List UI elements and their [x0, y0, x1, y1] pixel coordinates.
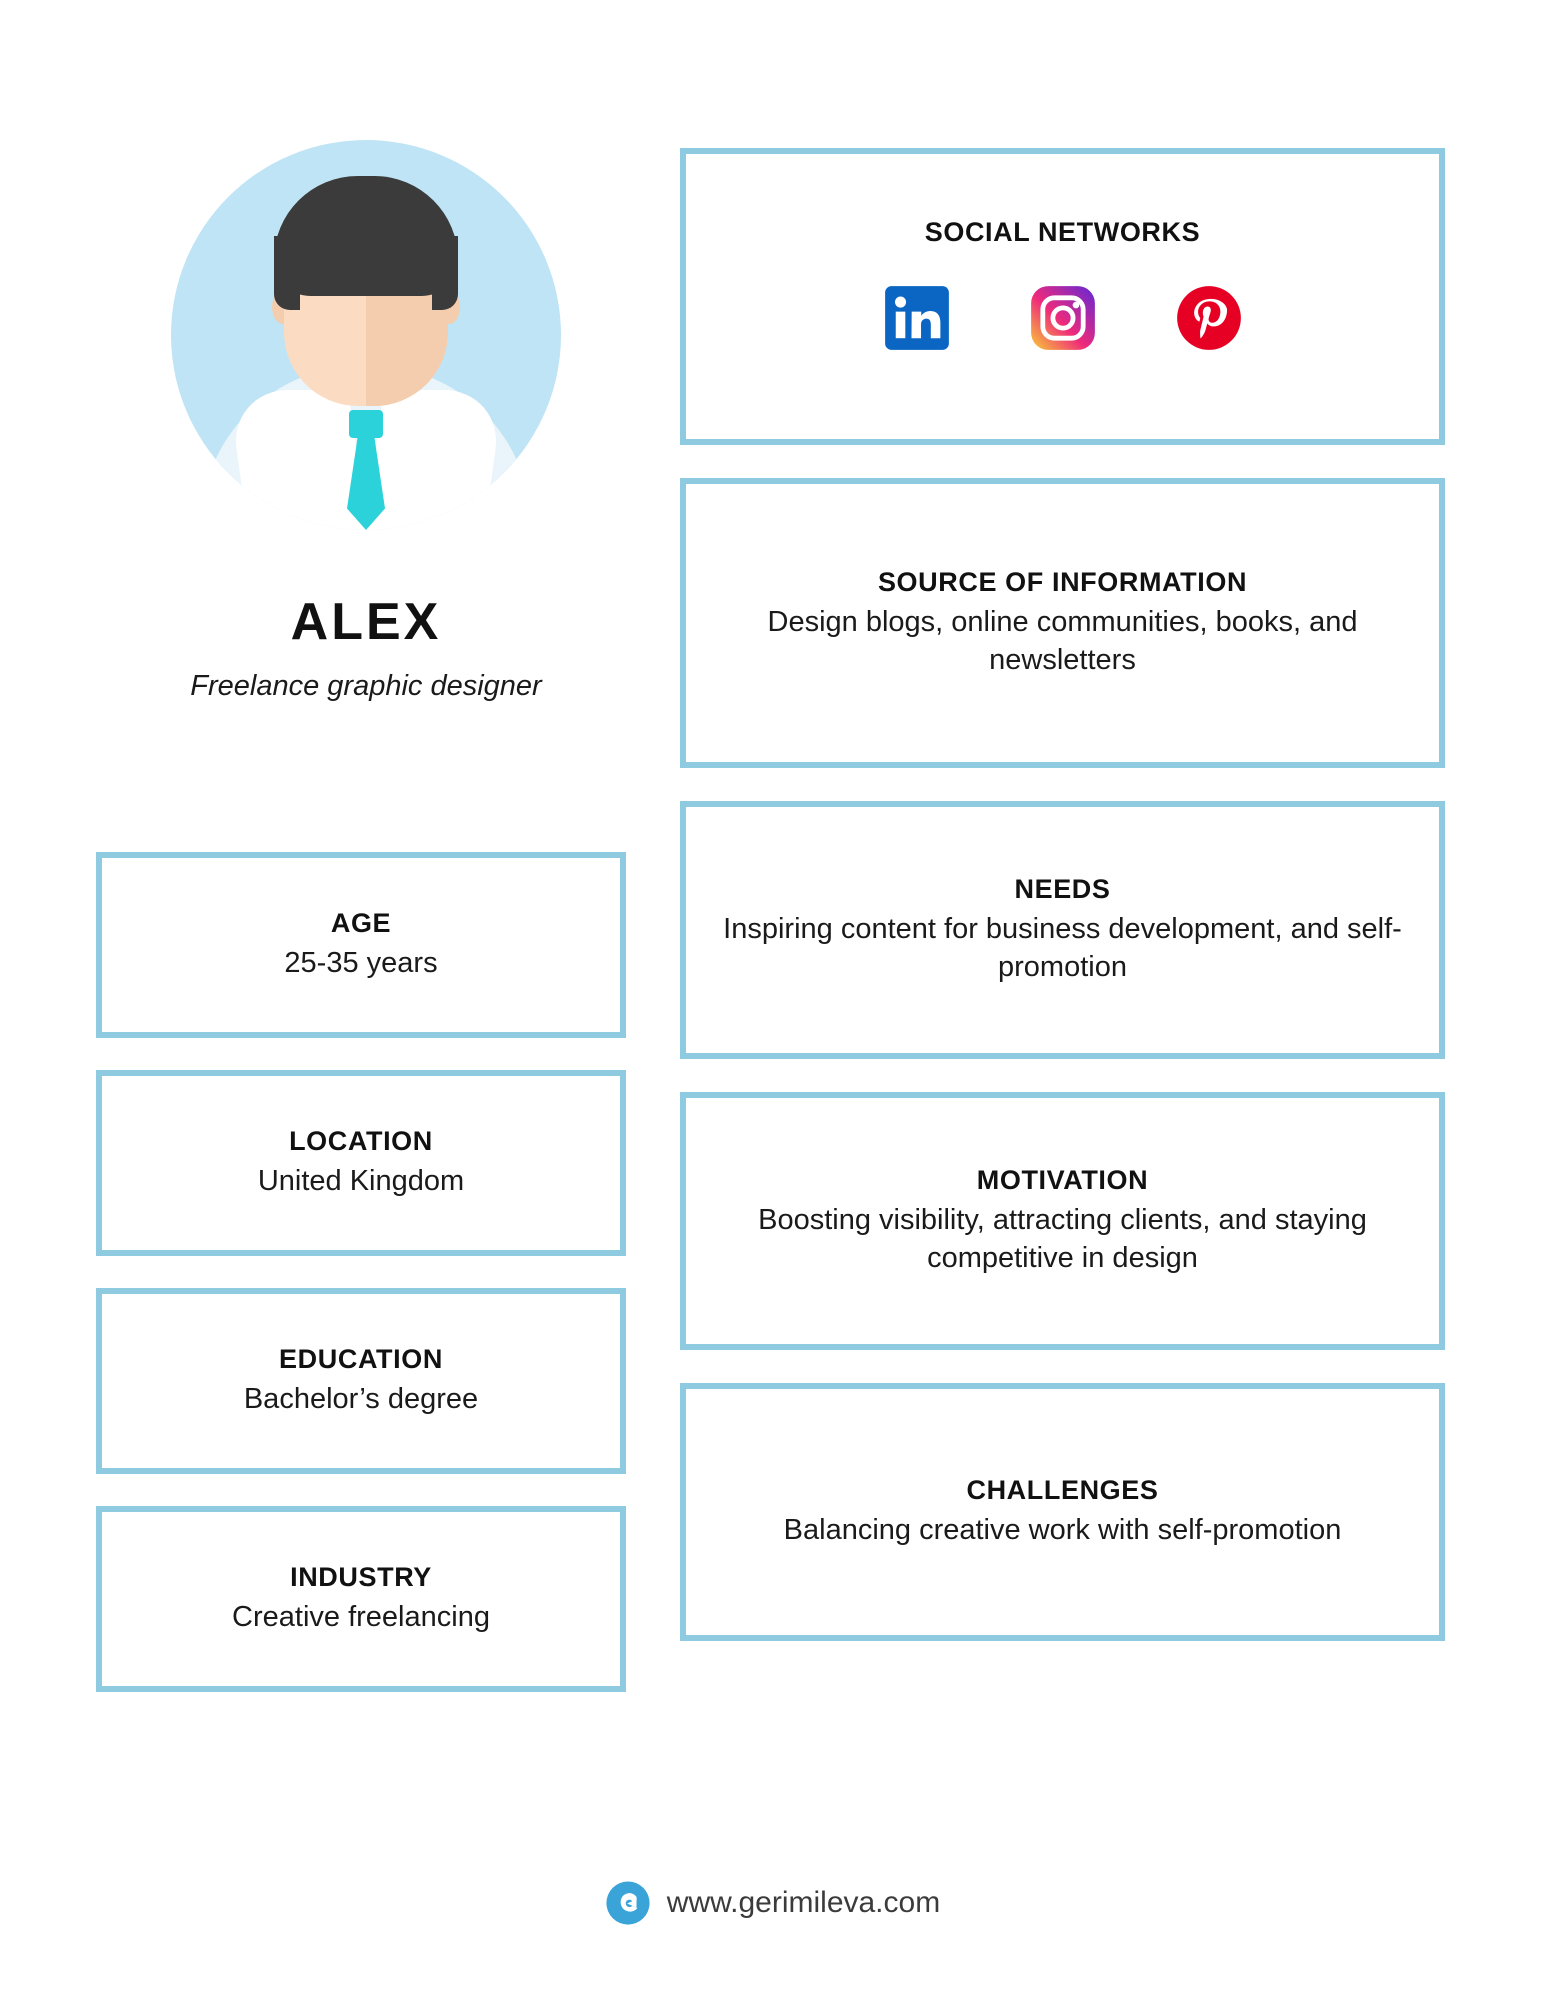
- source-of-information-card: [680, 478, 1445, 768]
- brand-logo-icon: [605, 1880, 651, 1926]
- social-networks-card: [680, 148, 1445, 445]
- collar-right-shape: [382, 416, 428, 488]
- attribute-education-value: Bachelor’s degree: [243, 1383, 479, 1416]
- attribute-age: [96, 852, 626, 1038]
- source-of-information-title: SOURCE OF INFORMATION: [877, 567, 1248, 598]
- motivation-value: Boosting visibility, attracting clients, and staying competitive in design: [758, 1204, 1367, 1274]
- attribute-location-title: LOCATION: [289, 1126, 433, 1157]
- social-networks-title: SOCIAL NETWORKS: [924, 217, 1201, 247]
- hair-fringe-shape: [296, 224, 446, 258]
- collar-left-shape: [304, 416, 350, 488]
- challenges-title: CHALLENGES: [966, 1475, 1159, 1506]
- avatar: [171, 140, 561, 530]
- persona-role: Freelance graphic designer: [190, 670, 542, 702]
- attribute-location: [96, 1070, 626, 1256]
- challenges-value: Balancing creative work with self-promotion: [783, 1514, 1342, 1547]
- avatar-circle: [171, 140, 561, 530]
- motivation-title: MOTIVATION: [976, 1165, 1149, 1196]
- challenges-card: [680, 1383, 1445, 1641]
- attribute-education: [96, 1288, 626, 1474]
- footer: [0, 1880, 1545, 1926]
- pinterest-icon[interactable]: [1175, 284, 1243, 352]
- attribute-education-title: EDUCATION: [279, 1344, 443, 1375]
- persona-name: ALEX: [290, 593, 442, 651]
- attribute-industry: [96, 1506, 626, 1692]
- footer-url[interactable]: www.gerimileva.com: [666, 1886, 941, 1919]
- attribute-age-title: AGE: [330, 908, 392, 939]
- motivation-card: [680, 1092, 1445, 1350]
- attribute-industry-value: Creative freelancing: [232, 1601, 490, 1634]
- source-of-information-value: Design blogs, online communities, books, and newsletters: [767, 606, 1358, 676]
- tie-knot-shape: [349, 410, 383, 438]
- needs-title: NEEDS: [1014, 874, 1111, 905]
- linkedin-icon[interactable]: [883, 284, 951, 352]
- social-icon-row: [883, 284, 1243, 352]
- attribute-location-value: United Kingdom: [257, 1165, 465, 1198]
- persona-header: [96, 140, 636, 703]
- persona-attributes: [96, 852, 626, 1724]
- attribute-industry-title: INDUSTRY: [290, 1562, 432, 1593]
- needs-card: [680, 801, 1445, 1059]
- needs-value: Inspiring content for business development, and self-promotion: [723, 913, 1402, 983]
- persona-details: [680, 148, 1445, 1641]
- attribute-age-value: 25-35 years: [284, 947, 438, 980]
- instagram-icon[interactable]: [1029, 284, 1097, 352]
